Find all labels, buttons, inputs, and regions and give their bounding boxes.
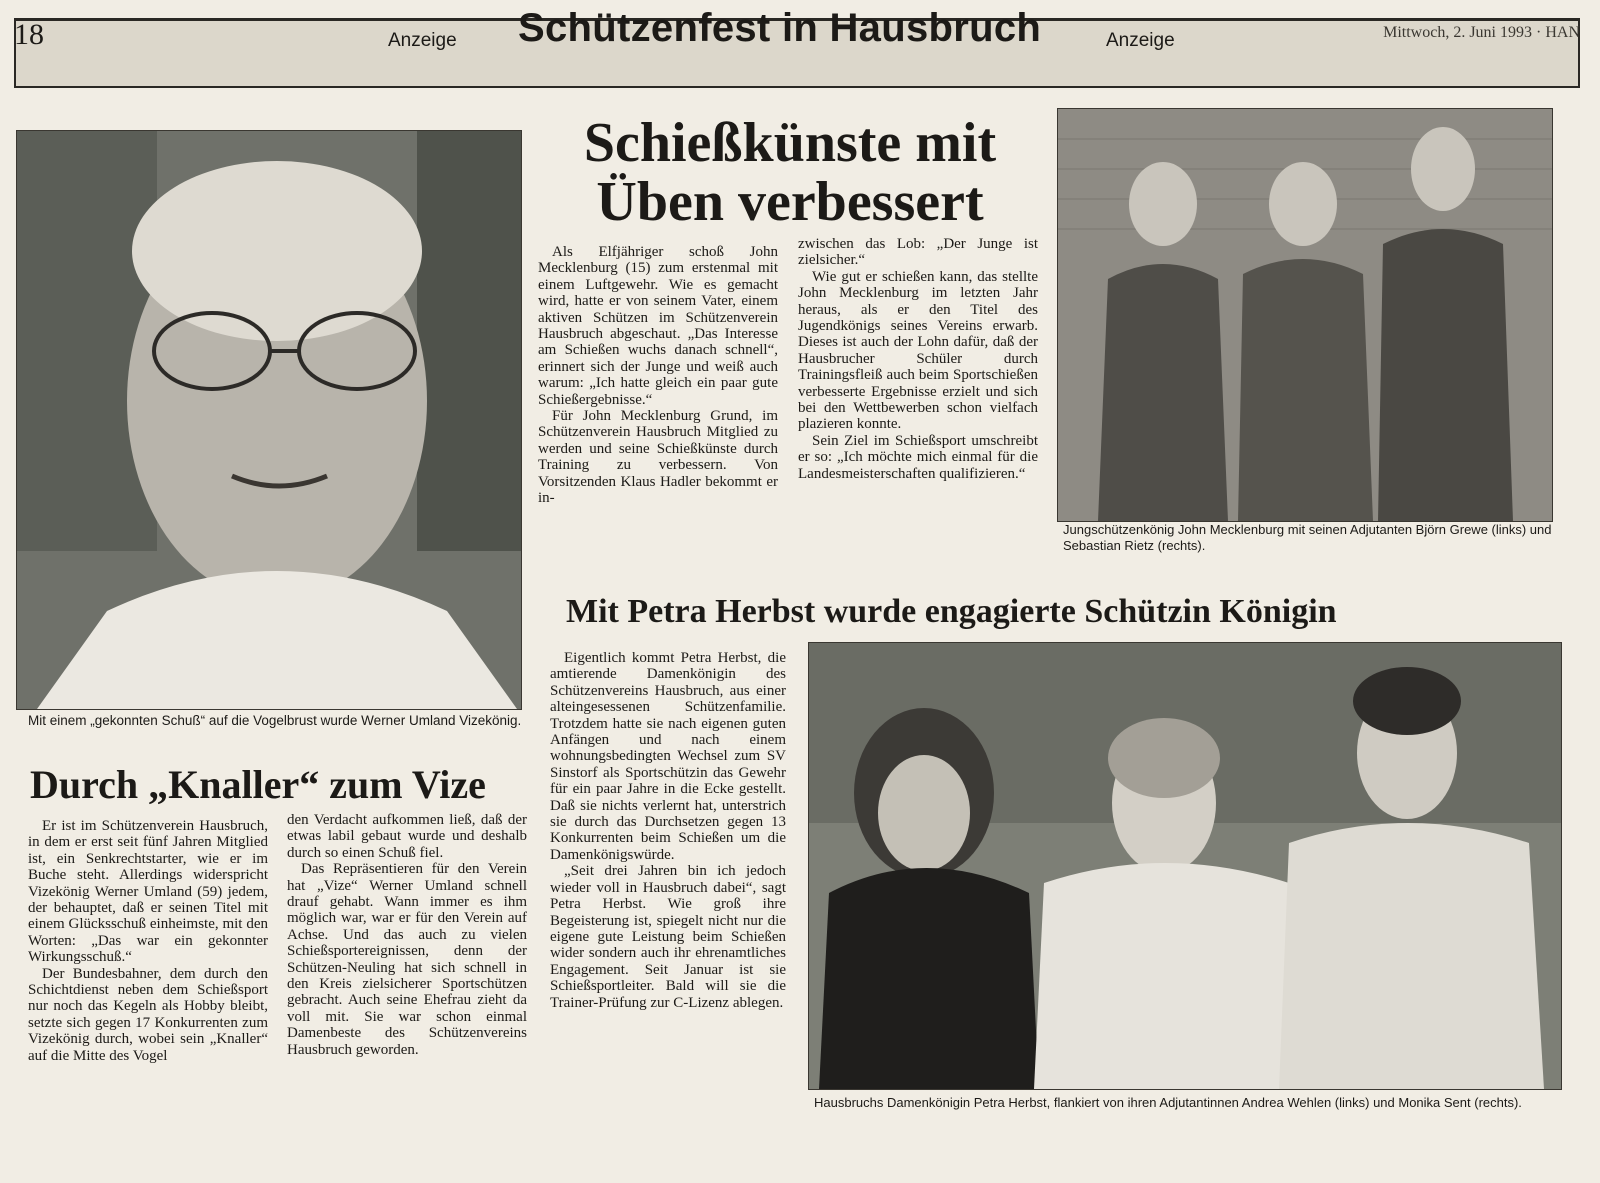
paragraph: Wie gut er schießen kann, das stellte John Mecklenburg im letzten Jahr heraus, als er den Titel des Jugendkönigs seines Vereins erwarb. Dieses ist auch der Lohn dafür, daß der Hausbrucher Schüler durch Trainingsfleiß auch beim Sportschießen verbesserte Ergebnisse erzielt und sich bei den Wettbewerben schon vielfach plazieren konnte.	[798, 268, 1038, 433]
paragraph: Für John Mecklenburg Grund, im Schützenverein Hausbruch Mitglied zu werden und seine Schießkünste durch Training zu verbessern. Von Vorsitzenden Klaus Hadler bekommt er in-	[538, 408, 778, 507]
paragraph: Eigentlich kommt Petra Herbst, die amtierende Damenkönigin des Schützenvereins Hausbruch, aus einer alteingesessenen Schützenfamilie. Trotzdem hatte sie nach eigenen guten Anfängen und nach einem wohnungsbedingten Wechsel zum SV Sinstorf als Sportschützin das Gewehr für ein paar Jahre in die Ecke gestellt. Daß sie nichts verlernt hat, unterstrich sie durch das Durchsetzen gegen 13 Konkurrenten beim Schießen um die Damenkönigswürde.	[550, 650, 786, 863]
paragraph: zwischen das Lob: „Der Junge ist zielsicher.“	[798, 236, 1038, 269]
photo-werner-umland	[16, 130, 522, 710]
paragraph: den Verdacht aufkommen ließ, daß der etwas labil gebaut wurde und deshalb durch so einen Schuß fiel.	[287, 812, 527, 861]
paragraph: „Seit drei Jahren bin ich jedoch wieder voll in Hausbruch dabei“, sagt Petra Herbst. Wie groß ihre Begeisterung ist, spiegelt nicht nur die eigene gute Leistung beim Schießen wider sondern auch ihr ehrenamtliches Engagement. Seit Januar ist sie Schießsportleiter. Bald will sie die Trainer-Prüfung zur C-Lizenz ablegen.	[550, 863, 786, 1011]
photo-caption-petra: Hausbruchs Damenkönigin Petra Herbst, flankiert von ihren Adjutantinnen Andrea Wehlen (links) und Monika Sent (rechts).	[814, 1095, 1522, 1110]
headline-john	[540, 114, 1040, 232]
photo-caption-werner: Mit einem „gekonnten Schuß“ auf die Vogelbrust wurde Werner Umland Vizekönig.	[28, 713, 522, 728]
ad-label-left: Anzeige	[388, 30, 457, 51]
ad-label-right: Anzeige	[1106, 30, 1175, 51]
photo-john-mecklenburg	[1057, 108, 1553, 522]
page-title: Schützenfest in Hausbruch	[518, 6, 1042, 50]
headline-line-1: Schießkünste mit	[583, 112, 997, 174]
issue-date: Mittwoch, 2. Juni 1993 · HAN	[1383, 24, 1580, 41]
article-petra-column	[550, 650, 786, 1011]
photo-petra-herbst	[808, 642, 1562, 1090]
headline-line-2: Üben verbessert	[596, 170, 984, 233]
paragraph: Er ist im Schützenverein Hausbruch, in dem er erst seit fünf Jahren Mitglied ist, ein Senkrechtstarter, wie er im Buche steht. Allerdings widerspricht Vizekönig Werner Umland (59) jedem, der behauptet, daß er seinen Titel mit einem Glücksschuß einheimste, mit den Worten: „Das war ein gekonnter Wirkungsschuß.“	[28, 818, 268, 966]
photo-caption-john: Jungschützenkönig John Mecklenburg mit seinen Adjutanten Björn Grewe (links) und Sebastian Rietz (rechts).	[1063, 522, 1552, 553]
page-number: 18	[14, 18, 44, 51]
paragraph: Der Bundesbahner, dem durch den Schichtdienst neben dem Schießsport nur noch das Kegeln als Hobby bleibt, setzte sich gegen 17 Konkurrenten zum Vizekönig durch, wobei sein „Knaller“ auf die Mitte des Vogel	[28, 965, 268, 1064]
article-vize-column-1	[28, 818, 268, 1064]
article-vize-column-2	[287, 812, 527, 1058]
headline-vize: Durch „Knaller“ zum Vize	[30, 762, 486, 807]
paragraph: Sein Ziel im Schießsport umschreibt er so: „Ich möchte mich einmal für die Landesmeisterschaften qualifizieren.“	[798, 432, 1038, 482]
paragraph: Das Repräsentieren für den Verein hat „Vize“ Werner Umland schnell drauf gehabt. Wann immer es ihm möglich war, war er für den Verein auf Achse. Und das auch zu vielen Schießsportereignissen, denn der Schützen-Neuling hat sich schnell in den Kreis zielsicherer Sportschützen gebracht. Auch seine Ehefrau zieht da voll mit. Sie war schon einmal Damenbeste des Schützenvereins Hausbruch geworden.	[287, 861, 527, 1058]
headline-petra: Mit Petra Herbst wurde engagierte Schützin Königin	[566, 593, 1337, 630]
article-john-column-2	[798, 236, 1038, 482]
article-john-column-1	[538, 244, 778, 507]
paragraph: Als Elfjähriger schoß John Mecklenburg (15) zum erstenmal mit einem Luftgewehr. Wie es gemacht wird, hatte er von seinem Vater, einem aktiven Schützen im Schützenverein Hausbruch abgeschaut. „Das Interesse am Schießen wuchs danach schnell“, erinnert sich der Junge und weiß auch warum: „Ich hatte gleich ein paar gute Schießergebnisse.“	[538, 244, 778, 408]
